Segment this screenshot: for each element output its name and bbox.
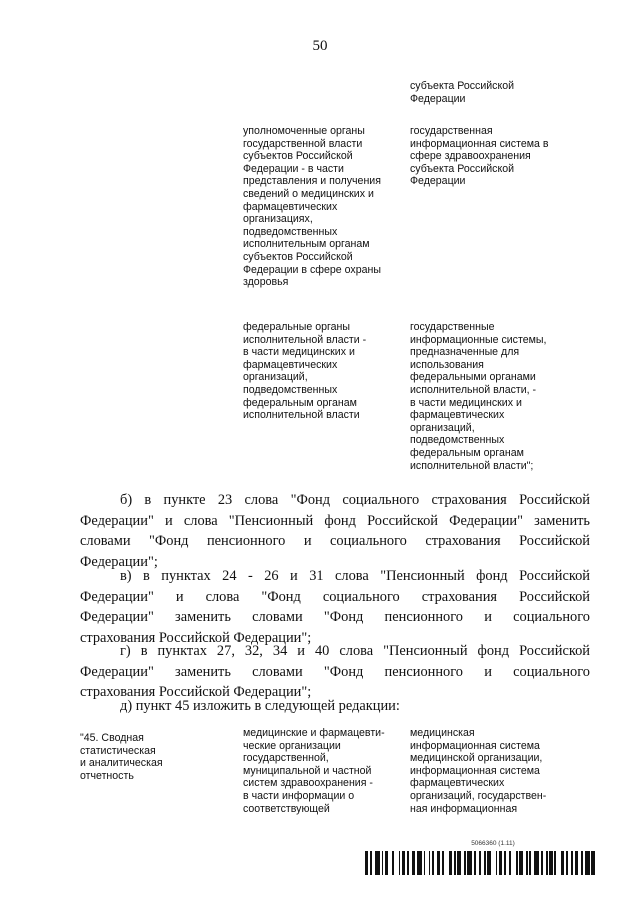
- text-line: словами "Фонд пенсионного и социального страхования Российской: [80, 533, 590, 550]
- text-line: Федерации";: [80, 553, 158, 570]
- table-cell-row1-mid: уполномоченные органы государственной власти субъектов Российской Федерации - в части представления и получения сведений о медицинских и фармацевтических организациях, подведомственных исполнительным органам субъектов Российской Федерации в сфере охраны здоровья: [243, 125, 381, 289]
- barcode-icon: [365, 851, 597, 875]
- paragraph-d: [80, 696, 590, 717]
- table-cell-row1-right: государственная информационная система в сфере здравоохранения субъекта Российской Федерации: [410, 125, 549, 188]
- text-line: Федерации" заменить словами "Фонд пенсионного и социального: [80, 663, 590, 680]
- paragraph-v: [80, 566, 590, 648]
- text-line: д) пункт 45 изложить в следующей редакции:: [120, 698, 400, 714]
- paragraph-g: [80, 641, 590, 703]
- text-line: г) в пунктах 27, 32, 34 и 40 слова "Пенсионный фонд Российской: [120, 643, 590, 659]
- text-line: б) в пункте 23 слова "Фонд социального страхования Российской: [120, 492, 590, 508]
- table-cell-row3-left: "45. Сводная статистическая и аналитическая отчетность: [80, 732, 163, 782]
- table-cell-row2-right: государственные информационные системы, предназначенные для использования федеральными органами исполнительной власти, - в части медицинских и фармацевтических организаций, подведомственных федеральным органам исполнительной власти";: [410, 321, 547, 472]
- table-cell-row3-mid: медицинские и фармацевти- ческие организации государственной, муниципальной и частной систем здравоохранения - в части информации о соответствующей: [243, 727, 385, 815]
- text-line: Федерации" и слова "Фонд социального страхования Российской: [80, 588, 590, 605]
- table-cell-row0-right: субъекта Российской Федерации: [410, 80, 515, 105]
- text-line: Федерации" и слова "Пенсионный фонд Российской Федерации" заменить: [80, 512, 590, 529]
- table-cell-row3-right: медицинская информационная система медицинской организации, информационная система фармацевтических организаций, государствен- ная информационная: [410, 727, 547, 815]
- paragraph-b: [80, 490, 590, 572]
- text-line: в) в пунктах 24 - 26 и 31 слова "Пенсионный фонд Российской: [120, 568, 590, 584]
- table-cell-row2-mid: федеральные органы исполнительной власти - в части медицинских и фармацевтических организаций, подведомственных федеральным органам исполнительной власти: [243, 321, 367, 422]
- page-number: 50: [312, 38, 328, 54]
- text-line: страхования Российской Федерации";: [80, 684, 312, 701]
- text-line: Федерации" заменить словами "Фонд пенсионного и социального: [80, 609, 590, 626]
- text-line: страхования Российской Федерации";: [80, 629, 312, 646]
- barcode-code: 5066360 (1.11): [471, 840, 515, 847]
